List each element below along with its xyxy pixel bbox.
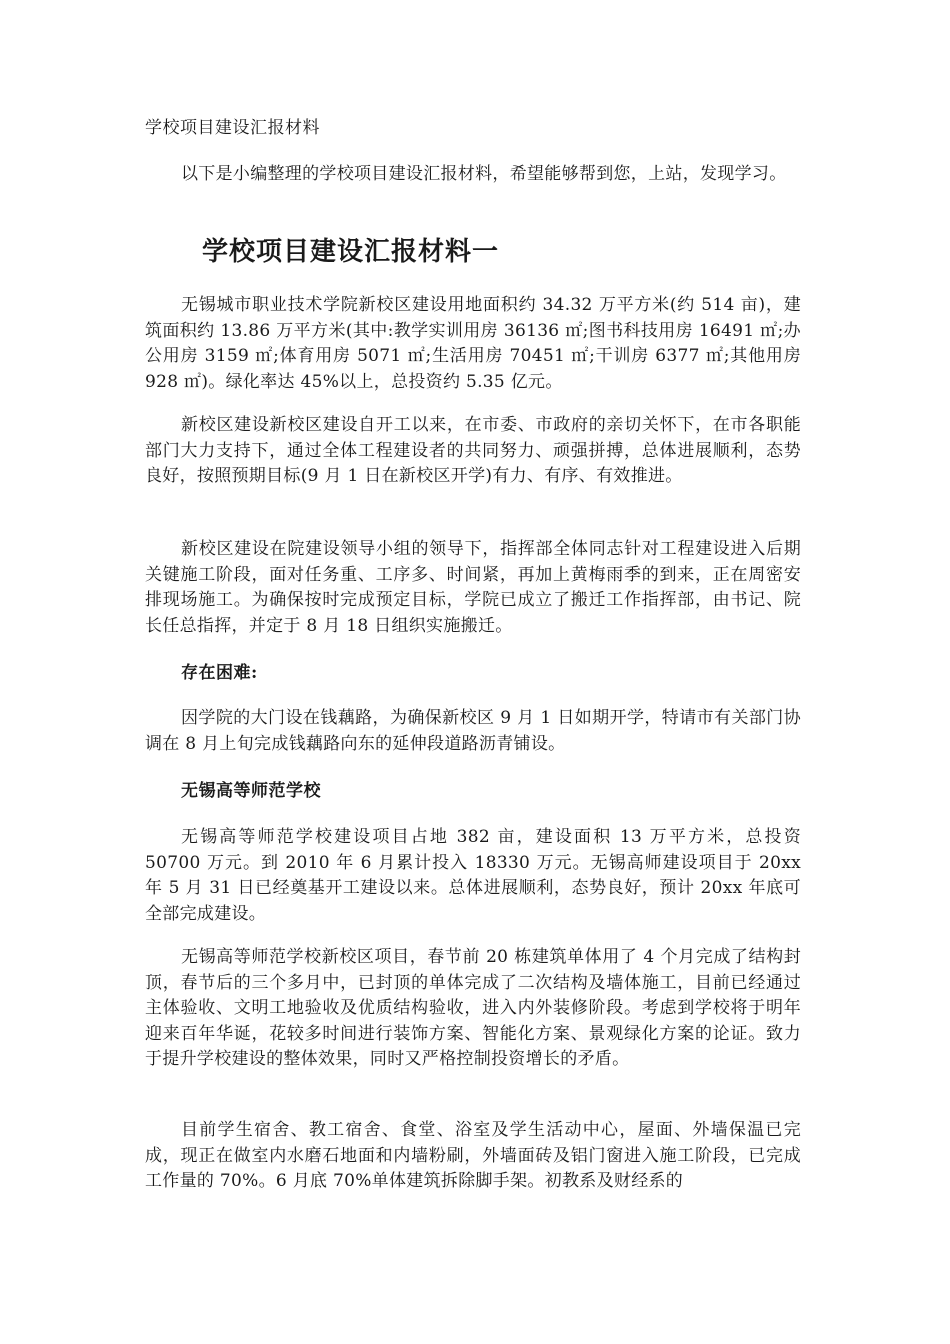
body-paragraph-area: 无锡城市职业技术学院新校区建设用地面积约 34.32 万平方米(约 514 亩)，建筑面积约 13.86 万平方米(其中:教学实训用房 36136 ㎡;图书科技用房 16491 ㎡;办公用房 3159 ㎡;体育用房 5071 ㎡;生活用房 70451 ㎡;干训房 6377 ㎡;其他用房 928 ㎡)。绿化率达 45%以上，总投资约 5.35 亿元。 bbox=[145, 295, 801, 392]
section-heading: 学校项目建设汇报材料一 bbox=[202, 237, 500, 267]
document-title: 学校项目建设汇报材料 bbox=[145, 118, 320, 138]
subheading-difficulties: 存在困难: bbox=[181, 663, 258, 683]
subheading-school: 无锡高等师范学校 bbox=[181, 781, 321, 801]
school-paragraph-overview: 无锡高等师范学校建设项目占地 382 亩，建设面积 13 万平方米，总投资 50700 万元。到 2010 年 6 月累计投入 18330 万元。无锡高师建设项目于 20xx 年 5 月 31 日已经奠基开工建设以来。总体进展顺利，态势良好，预计 20xx 年底可全部完成建设。 bbox=[145, 827, 801, 924]
school-paragraph-status: 目前学生宿舍、教工宿舍、食堂、浴室及学生活动中心，屋面、外墙保温已完成，现正在做室内水磨石地面和内墙粉刷，外墙面砖及铝门窗进入施工阶段，已完成工作量的 70%。6 月底 70%单体建筑拆除脚手架。初教系及财经系的 bbox=[145, 1120, 801, 1191]
difficulty-paragraph: 因学院的大门设在钱藕路，为确保新校区 9 月 1 日如期开学，特请市有关部门协调在 8 月上旬完成钱藕路向东的延伸段道路沥青铺设。 bbox=[145, 708, 801, 754]
intro-paragraph: 以下是小编整理的学校项目建设汇报材料，希望能够帮到您，上站，发现学习。 bbox=[181, 164, 787, 184]
body-paragraph-relocation: 新校区建设在院建设领导小组的领导下，指挥部全体同志针对工程建设进入后期关键施工阶段，面对任务重、工序多、时间紧，再加上黄梅雨季的到来，正在周密安排现场施工。为确保按时完成预定目标，学院已成立了搬迁工作指挥部，由书记、院长任总指挥，并定于 8 月 18 日组织实施搬迁。 bbox=[145, 539, 801, 636]
school-paragraph-construction: 无锡高等师范学校新校区项目，春节前 20 栋建筑单体用了 4 个月完成了结构封顶，春节后的三个多月中，已封顶的单体完成了二次结构及墙体施工，目前已经通过主体验收、文明工地验收及优质结构验收，进入内外装修阶段。考虑到学校将于明年迎来百年华诞，花较多时间进行装饰方案、智能化方案、景观绿化方案的论证。致力于提升学校建设的整体效果，同时又严格控制投资增长的矛盾。 bbox=[145, 947, 801, 1069]
body-paragraph-progress: 新校区建设新校区建设自开工以来，在市委、市政府的亲切关怀下，在市各职能部门大力支持下，通过全体工程建设者的共同努力、顽强拼搏，总体进展顺利，态势良好，按照预期目标(9 月 1 日在新校区开学)有力、有序、有效推进。 bbox=[145, 415, 801, 486]
